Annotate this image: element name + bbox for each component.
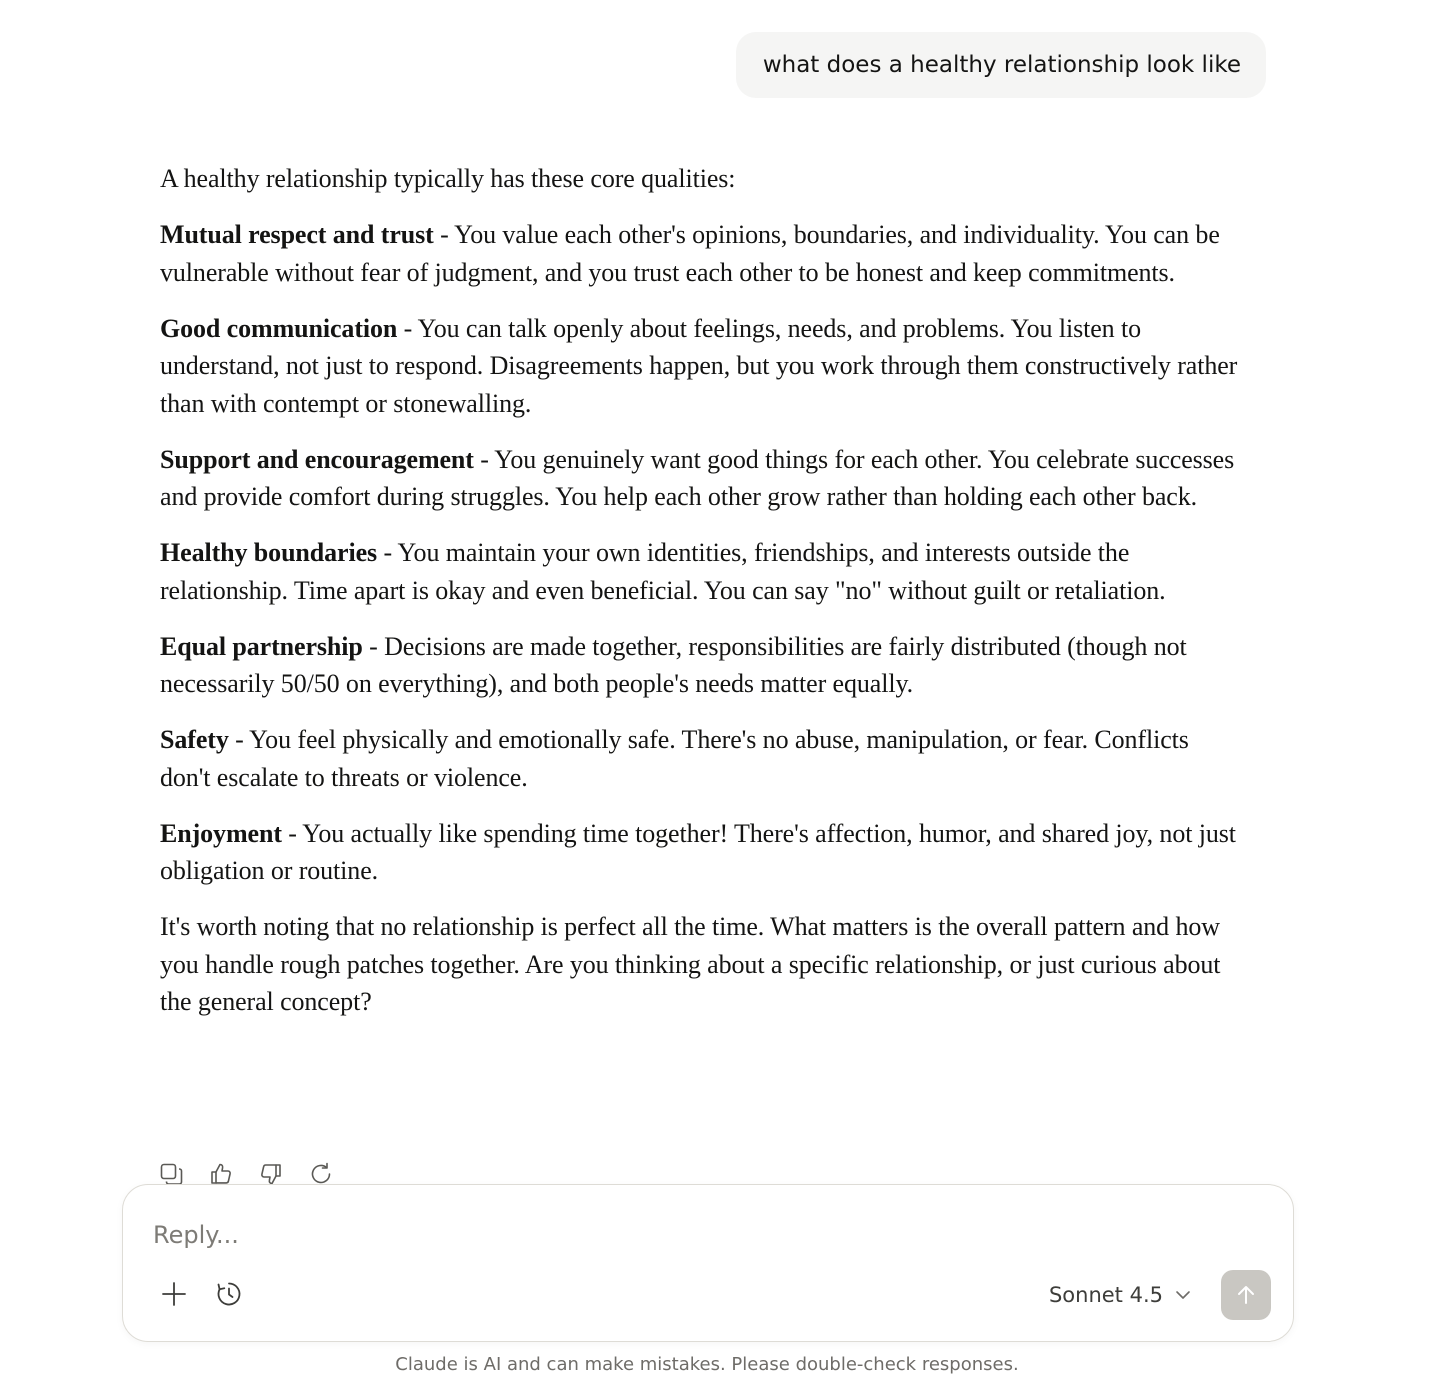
model-selector[interactable] [1049, 1277, 1193, 1313]
response-item [160, 721, 1240, 796]
disclaimer-text: Claude is AI and can make mistakes. Please double-check responses. [395, 1354, 1019, 1375]
response-item-title: Equal partnership [160, 631, 363, 661]
history-button[interactable] [212, 1277, 246, 1311]
response-item-text: - You value each other's opinions, boundaries, and individuality. You can be vulnerable without fear of judgment, and you trust each other to be honest and keep commitments. [160, 220, 1220, 287]
user-message-text: what does a healthy relationship look like [762, 52, 1241, 78]
arrow-up-icon [1235, 1284, 1257, 1306]
plus-icon [160, 1280, 188, 1308]
response-item-text: - You feel physically and emotionally safe. There's no abuse, manipulation, or fear. Conflicts don't escalate to threats or violence. [160, 725, 1189, 792]
add-button[interactable] [157, 1277, 191, 1311]
response-item [160, 628, 1240, 703]
response-item-text: - You genuinely want good things for each other. You celebrate successes and provide comfort during struggles. You help each other grow rather than holding each other back. [160, 444, 1235, 511]
response-item-title: Mutual respect and trust [160, 220, 434, 249]
model-name: Sonnet 4.5 [1048, 1283, 1163, 1307]
response-item-title: Healthy boundaries [160, 538, 378, 567]
assistant-response [160, 160, 1240, 1039]
send-button[interactable] [1221, 1270, 1271, 1320]
response-item-text: - Decisions are made together, responsibilities are fairly distributed (though not necessarily 50/50 on everything), and both people's needs matter equally. [160, 631, 1187, 698]
response-item-title: Enjoyment [160, 818, 282, 848]
response-item [160, 310, 1240, 423]
response-item-title: Safety [160, 725, 229, 754]
response-item [160, 216, 1240, 291]
response-intro: A healthy relationship typically has these core qualities: [160, 164, 736, 193]
response-item-text: - You actually like spending time together! There's affection, humor, and shared joy, not just obligation or routine. [160, 818, 1236, 885]
response-item [160, 534, 1240, 609]
response-item-text: - You can talk openly about feelings, needs, and problems. You listen to understand, not just to respond. Disagreements happen, but you work through them constructively rather than with contempt or stonewalling. [160, 313, 1238, 418]
user-message-bubble [736, 32, 1266, 98]
chevron-down-icon [1173, 1285, 1193, 1305]
clock-icon [215, 1280, 243, 1308]
response-item [160, 815, 1240, 890]
response-item-title: Good communication [160, 313, 398, 343]
response-item-text: - You maintain your own identities, friendships, and interests outside the relationship. Time apart is okay and even beneficial. You can say "no" without guilt or retaliation. [160, 538, 1166, 605]
response-closing: It's worth noting that no relationship is perfect all the time. What matters is the overall pattern and how you handle rough patches together. Are you thinking about a specific relationship, or just curious about the general concept? [160, 912, 1221, 1016]
reply-input[interactable] [153, 1215, 1053, 1255]
reply-composer [122, 1184, 1294, 1342]
response-item-title: Support and encouragement [160, 444, 474, 474]
response-item [160, 441, 1240, 516]
